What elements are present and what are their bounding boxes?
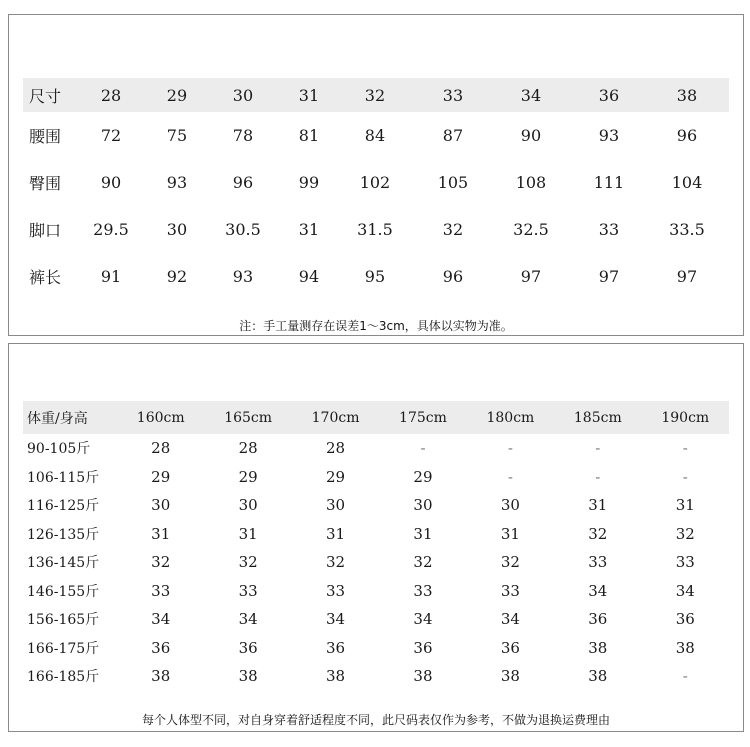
table-cell: 31 [500,524,520,543]
row-label-cell: 臀围 [29,174,62,193]
table-cell: 30 [151,496,171,515]
table-cell: 87 [442,126,464,145]
table-cell: 96 [442,267,464,286]
table-cell: 38 [500,667,520,686]
table-cell: 32 [413,553,433,572]
table-row [23,548,729,577]
table-cell: 93 [232,267,254,286]
table-row [23,112,729,159]
table-cell: 81 [298,126,320,145]
table-cell: 34 [500,610,520,629]
header-cell: 185cm [573,409,622,426]
table-cell: 34 [326,610,346,629]
table-cell: 29 [151,467,171,486]
table-cell: 32 [238,553,258,572]
row-label-cell: 126-135斤 [27,526,100,543]
table-row [23,577,729,606]
table-cell: 75 [166,126,188,145]
header-row [23,78,729,112]
table-cell: 90 [100,173,122,192]
table-cell: 28 [326,439,346,458]
size-table [23,78,729,300]
table-cell: 111 [593,173,625,192]
table-cell: 28 [238,439,258,458]
table-cell: 34 [238,610,258,629]
table-cell: 34 [413,610,433,629]
table-cell: 38 [326,667,346,686]
table-cell: 33 [675,553,695,572]
header-cell: 36 [598,85,620,105]
table-row [23,634,729,663]
header-cell: 175cm [399,409,447,426]
table-cell: 33 [500,581,520,600]
table-cell: - [682,439,688,458]
table-cell: 31 [413,524,433,543]
table-cell: - [595,467,601,486]
table-cell: 34 [151,610,171,629]
table-cell: 31 [675,496,695,515]
row-label-cell: 166-185斤 [27,669,100,686]
table-cell: 31 [588,496,608,515]
table-row [23,491,729,520]
table-row [23,662,729,691]
table-cell: 92 [166,267,188,286]
table-cell: 32 [588,524,608,543]
table-cell: 97 [520,267,542,286]
table-cell: 38 [238,667,258,686]
table-cell: 30 [326,496,346,515]
table-cell: 72 [100,126,122,145]
table-row [23,253,729,300]
table-cell: 36 [151,638,171,657]
table-cell: - [507,439,513,458]
table-cell: 36 [588,610,608,629]
table-cell: 31 [238,524,258,543]
table-cell: 33 [413,581,433,600]
table-cell: 32 [326,553,346,572]
row-label-cell: 脚口 [29,221,62,240]
table-row [23,520,729,549]
header-label-cell: 尺寸 [29,86,62,106]
table-cell: 29.5 [93,220,129,239]
table-cell: 33 [598,220,620,239]
header-cell: 28 [100,85,122,105]
table-cell: 105 [437,173,469,192]
header-row [23,401,729,434]
row-label-cell: 166-175斤 [27,640,100,657]
table-cell: 78 [232,126,254,145]
table-cell: 30 [166,220,188,239]
header-cell: 30 [232,85,254,105]
table-cell: 102 [359,173,391,192]
table-cell: 97 [598,267,620,286]
table-cell: 29 [413,467,433,486]
table-cell: 99 [298,173,320,192]
header-cell: 32 [364,85,386,105]
row-label-cell: 136-145斤 [27,555,100,572]
table-cell: 33 [151,581,171,600]
header-cell: 34 [520,85,542,105]
measurement-note: 注：手工量测存在误差1～3cm，具体以实物为准。 [239,319,513,333]
table-cell: 32 [500,553,520,572]
table-cell: 36 [675,610,695,629]
size-reference-panel [8,343,744,732]
table-cell: 30.5 [225,220,261,239]
table-row [23,463,729,492]
header-cell: 170cm [311,409,360,426]
table-cell: 36 [413,638,433,657]
table-cell: - [507,467,513,486]
table-cell: 84 [364,126,386,145]
header-cell: 180cm [486,409,535,426]
row-label-cell: 106-115斤 [27,469,100,486]
header-cell: 38 [676,85,698,105]
table-row [23,434,729,463]
table-cell: - [682,667,688,686]
table-cell: 108 [515,173,547,192]
table-cell: 28 [151,439,171,458]
table-cell: 93 [166,173,188,192]
table-cell: 38 [588,638,608,657]
table-cell: 32 [151,553,171,572]
table-cell: 91 [100,267,122,286]
table-cell: 31 [151,524,171,543]
table-cell: 32 [675,524,695,543]
table-cell: 94 [298,267,320,286]
row-label-cell: 腰围 [29,127,62,146]
header-cell: 29 [166,85,188,105]
table-cell: 90 [520,126,542,145]
table-cell: 36 [326,638,346,657]
table-cell: 30 [413,496,433,515]
table-cell: 38 [588,667,608,686]
table-cell: 29 [238,467,258,486]
table-cell: 36 [238,638,258,657]
table-cell: 32 [442,220,464,239]
table-row [23,605,729,634]
row-label-cell: 146-155斤 [27,583,100,600]
table-cell: 32.5 [513,220,549,239]
table-cell: 38 [413,667,433,686]
size-chart-panel [8,14,744,336]
table-row [23,206,729,253]
table-cell: 33 [588,553,608,572]
header-cell: 165cm [224,409,273,426]
table-cell: 30 [500,496,520,515]
table-cell: 33 [326,581,346,600]
header-label-cell: 体重/身高 [27,410,88,427]
table-cell: 36 [500,638,520,657]
table-cell: 38 [675,638,695,657]
disclaimer-note: 每个人体型不同，对自身穿着舒适程度不同，此尺码表仅作为参考，不做为退换运费理由 [141,713,610,727]
row-label-cell: 90-105斤 [27,441,91,458]
table-cell: 33 [238,581,258,600]
table-cell: 95 [364,267,386,286]
table-cell: 38 [151,667,171,686]
table-cell: 33.5 [669,220,705,239]
header-cell: 33 [442,85,464,105]
table-cell: 34 [675,581,695,600]
header-cell: 160cm [136,409,185,426]
table-cell: 31 [326,524,346,543]
header-cell: 31 [298,85,320,105]
header-cell: 190cm [661,409,710,426]
table-cell: - [595,439,601,458]
table-cell: 34 [588,581,608,600]
table-cell: 104 [671,173,703,192]
table-cell: - [420,439,426,458]
size-reference-table [23,401,729,691]
table-cell: 96 [676,126,698,145]
table-cell: - [682,467,688,486]
table-cell: 97 [676,267,698,286]
table-cell: 93 [598,126,620,145]
table-cell: 96 [232,173,254,192]
row-label-cell: 裤长 [29,268,62,287]
table-cell: 30 [238,496,258,515]
row-label-cell: 156-165斤 [27,612,100,629]
table-cell: 29 [326,467,346,486]
table-cell: 31.5 [357,220,393,239]
table-row [23,159,729,206]
table-cell: 31 [298,220,320,239]
row-label-cell: 116-125斤 [27,498,100,515]
